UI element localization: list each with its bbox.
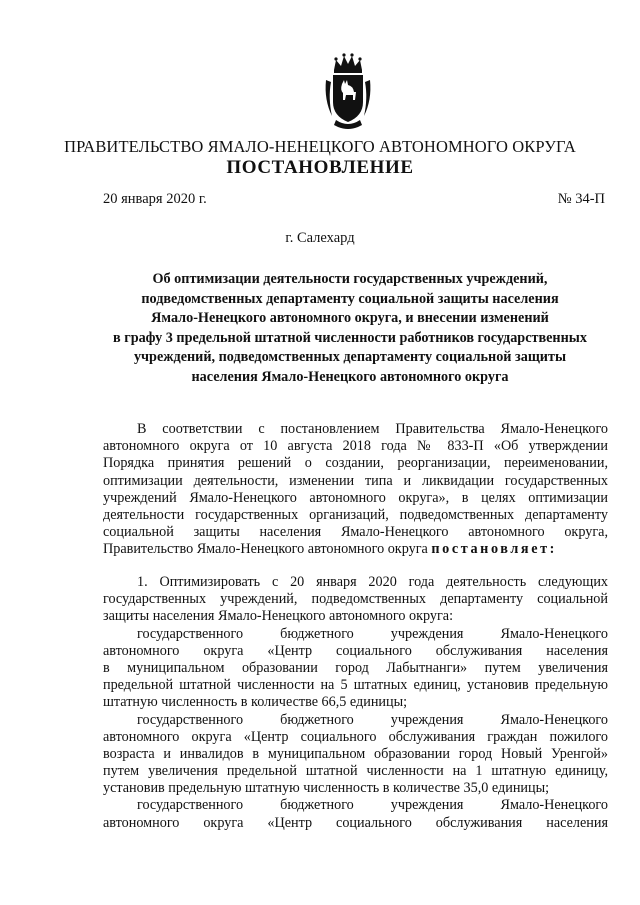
body-line bbox=[103, 541, 608, 558]
document-title bbox=[95, 270, 605, 388]
body-line: автономного округа от 10 августа 2018 года № 833-П «Об утверждении bbox=[103, 438, 608, 455]
item-1-paragraph bbox=[103, 574, 608, 832]
title-line: Об оптимизации деятельности государственных учреждений, bbox=[152, 271, 548, 287]
title-line: населения Ямало-Ненецкого автономного округа bbox=[191, 368, 509, 385]
body-line: автономного округа «Центр социального обслуживания населения bbox=[103, 642, 608, 659]
body-line: государственного бюджетного учреждения Ямало-Ненецкого bbox=[137, 625, 608, 642]
body-line: предельной штатной численности на 5 штатных единиц, установив предельную bbox=[103, 677, 608, 694]
body-line: возраста и инвалидов в муниципальном образовании город Новый Уренгой» bbox=[103, 745, 608, 762]
body-line: Порядка принятия решений о создании, реорганизации, переименовании, bbox=[103, 455, 608, 472]
body-line: государственных учреждений, подведомственных департаменту социальной bbox=[103, 591, 608, 608]
document-date: 20 января 2020 г. bbox=[103, 191, 207, 207]
organization-name: ПРАВИТЕЛЬСТВО ЯМАЛО-НЕНЕЦКОГО АВТОНОМНОГО ОКРУГА bbox=[64, 137, 576, 156]
resolves-word: постановляет: bbox=[431, 541, 557, 558]
document-city: г. Салехард bbox=[285, 230, 355, 246]
body-line: деятельности государственных организаций, подведомственных департаменту bbox=[103, 506, 608, 523]
body-line: учреждений Ямало-Ненецкого автономного округа», в целях оптимизации bbox=[103, 489, 608, 506]
body-line: защиты населения Ямало-Ненецкого автономного округа: bbox=[103, 608, 454, 625]
body-line: установив предельную штатную численность в количестве 35,0 единицы; bbox=[103, 780, 550, 797]
body-line: штатную численность в количестве 66,5 единицы; bbox=[103, 694, 408, 711]
document-type: ПОСТАНОВЛЕНИЕ bbox=[226, 157, 414, 178]
body-line: государственного бюджетного учреждения Ямало-Ненецкого bbox=[137, 711, 608, 728]
body-line: государственного бюджетного учреждения Ямало-Ненецкого bbox=[137, 797, 608, 814]
body-line: 1. Оптимизировать с 20 января 2020 года деятельность следующих bbox=[137, 574, 608, 590]
body-line: путем увеличения предельной штатной численности на 1 штатную единицу, bbox=[103, 763, 608, 780]
title-line: в графу 3 предельной штатной численности работников государственных bbox=[113, 329, 587, 346]
document-number: № 34-П bbox=[557, 191, 605, 207]
body-line: оптимизации деятельности, изменении типа и ликвидации государственных bbox=[103, 472, 608, 489]
coat-of-arms-emblem bbox=[322, 50, 374, 130]
preamble-paragraph bbox=[103, 421, 608, 559]
body-line: социальной защиты населения Ямало-Ненецкого автономного округа, bbox=[103, 524, 608, 541]
body-line: в муниципальном образовании город Лабытнанги» путем увеличения bbox=[103, 659, 608, 676]
body-line: автономного округа «Центр социального обслуживания граждан пожилого bbox=[103, 728, 608, 745]
body-line: автономного округа «Центр социального обслуживания населения bbox=[103, 814, 608, 831]
title-line: Ямало-Ненецкого автономного округа, и внесении изменений bbox=[151, 310, 549, 327]
preamble-last-text: Правительство Ямало-Ненецкого автономного округа bbox=[103, 541, 428, 558]
title-line: подведомственных департаменту социальной защиты населения bbox=[141, 290, 559, 307]
body-line: В соответствии с постановлением Правительства Ямало-Ненецкого bbox=[137, 421, 608, 437]
title-line: учреждений, подведомственных департаменту социальной защиты bbox=[133, 349, 567, 366]
